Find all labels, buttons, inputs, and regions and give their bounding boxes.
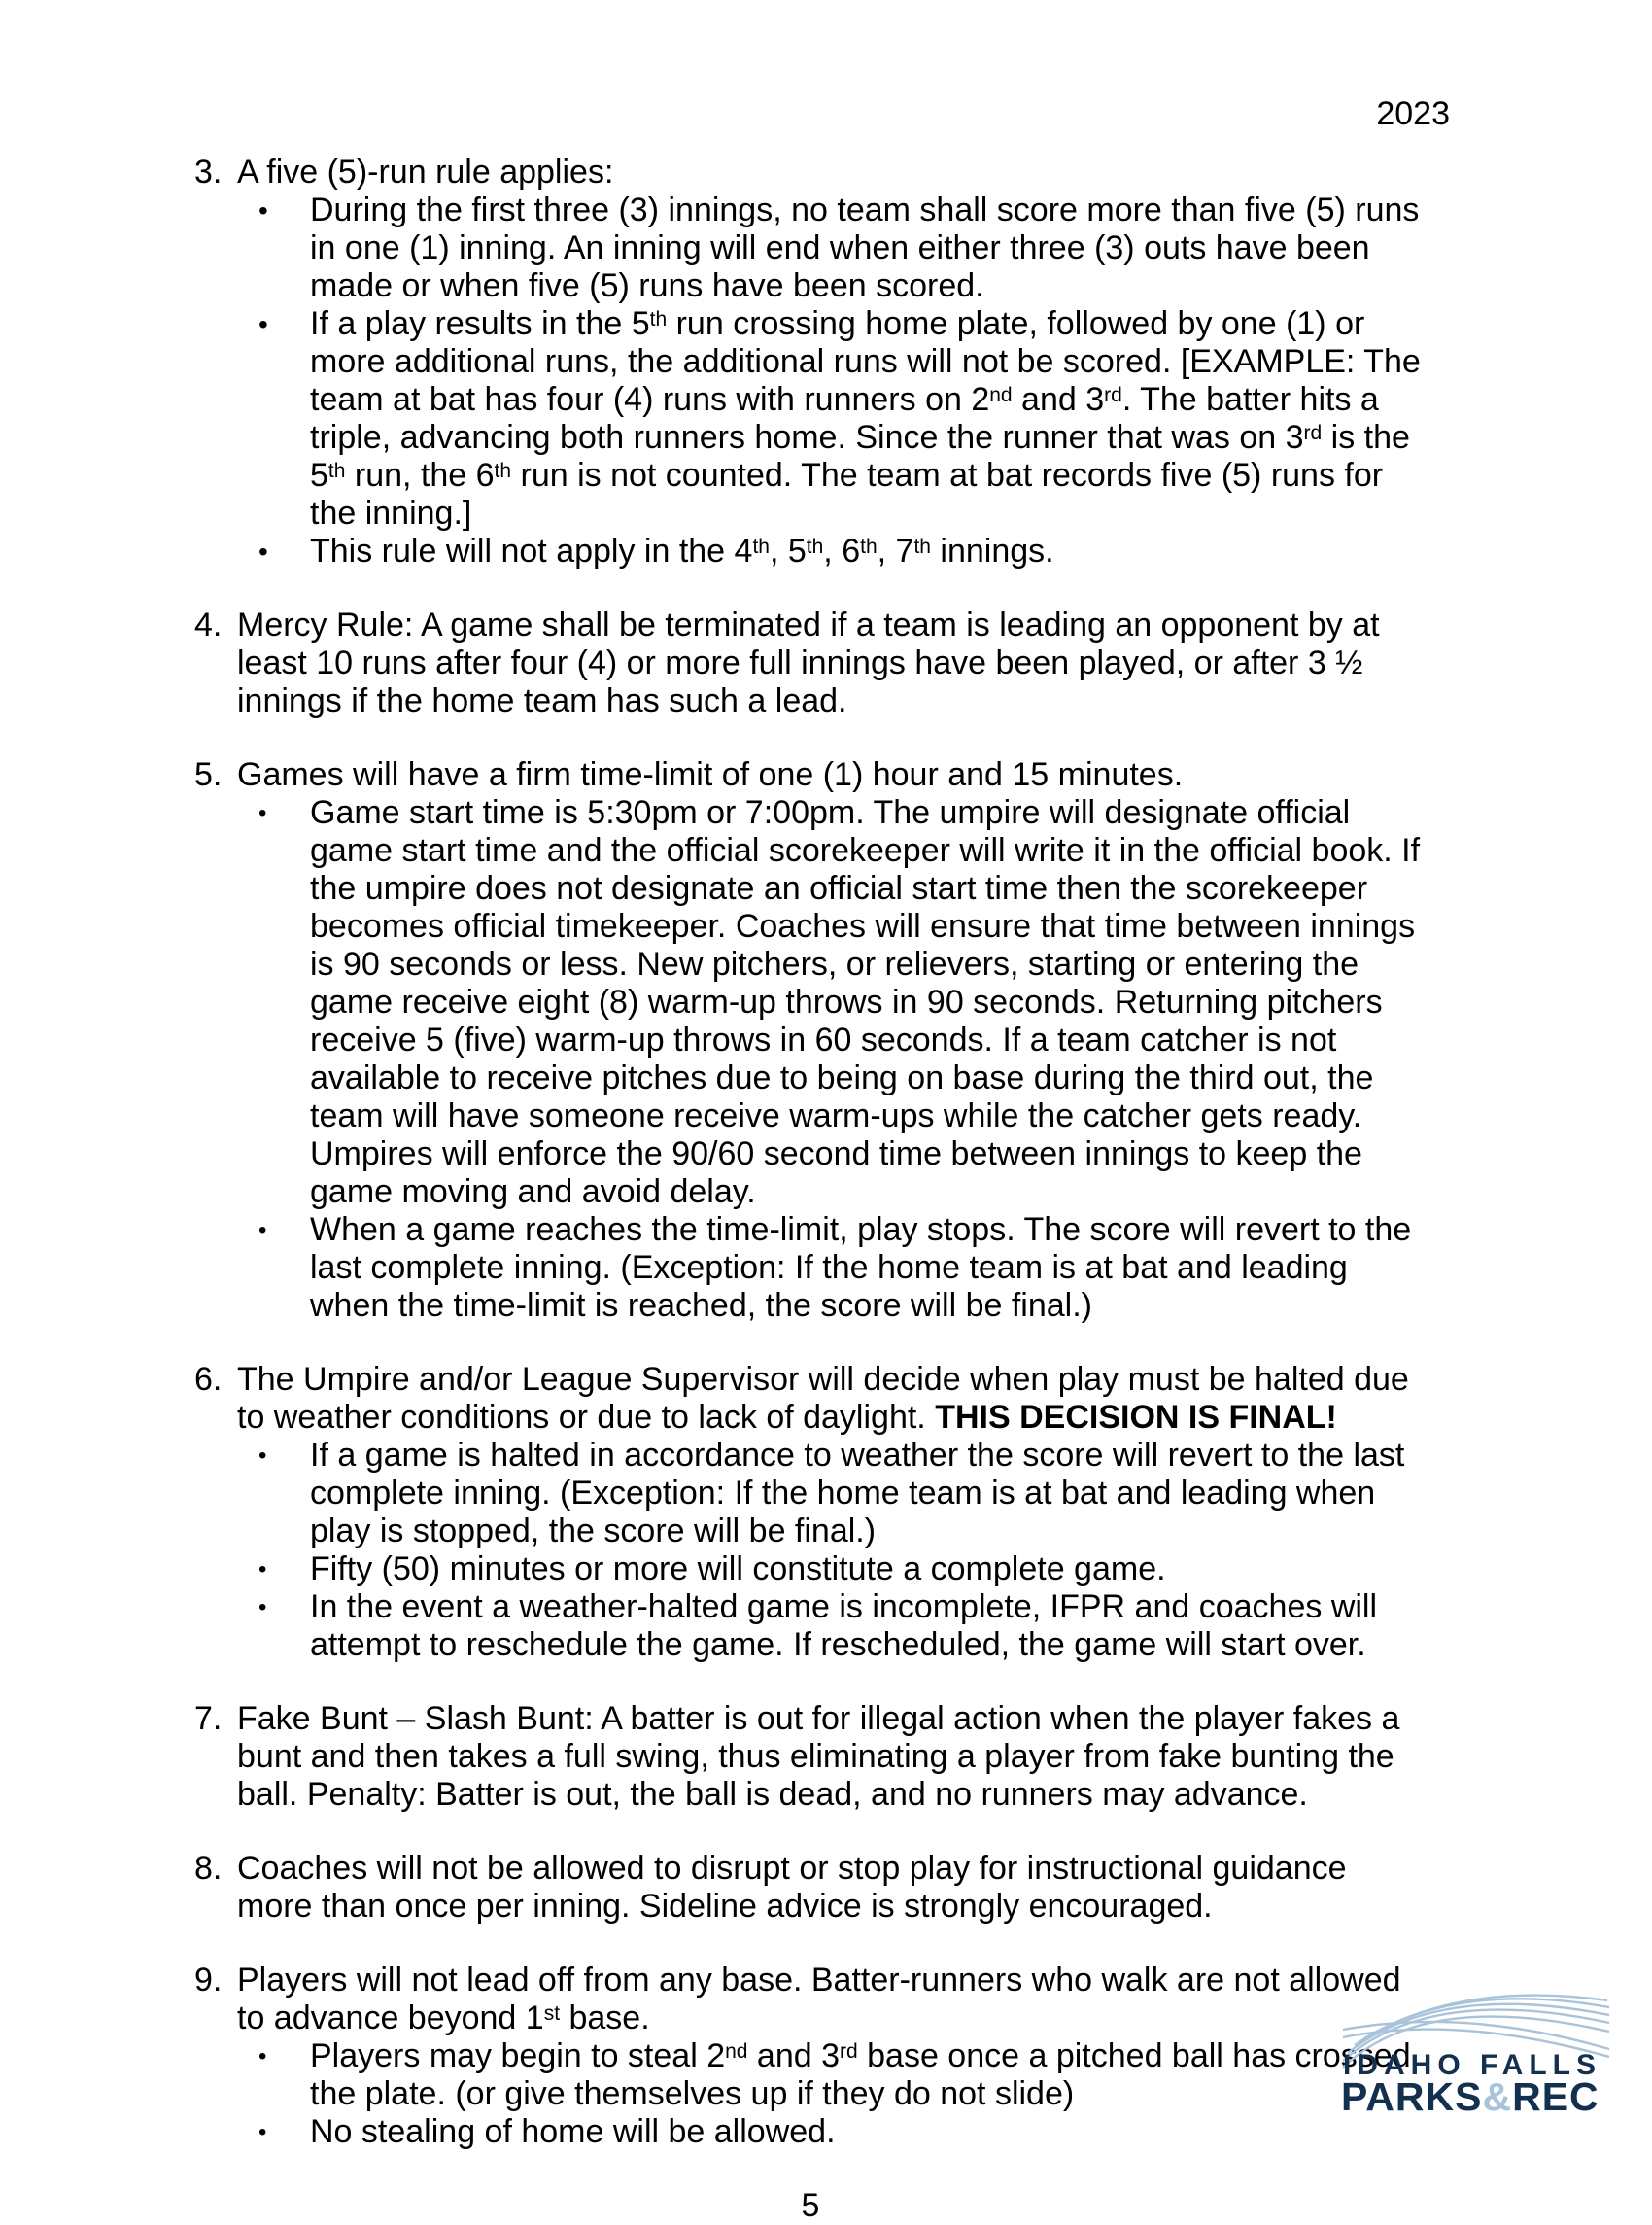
rule-number: 3.: [194, 154, 223, 191]
logo-amp: &: [1482, 2074, 1513, 2119]
bullet-icon: •: [258, 309, 268, 339]
bullet-icon: •: [258, 800, 267, 826]
bullet-icon: •: [258, 1217, 267, 1243]
bullet-item: [237, 1588, 1427, 1664]
rules-list: [194, 154, 1427, 2225]
rule-text: Coaches will not be allowed to disrupt or stop play for instructional guidance more than once per inning. Sideline advice is strongly encouraged.: [237, 1850, 1347, 1925]
bullet-text: No stealing of home will be allowed.: [310, 2113, 836, 2150]
rule-number: 8.: [194, 1850, 223, 1887]
bullet-text: Players may begin to steal 2nd and 3rd base once a pitched ball has crossed the plate. (or give themselves up if they do not slide): [310, 2037, 1411, 2112]
rule-number: 9.: [194, 1962, 223, 1999]
rule-item-6: [194, 1361, 1427, 1664]
bullet-icon: •: [258, 2043, 267, 2069]
bullet-text: If a play results in the 5th run crossing home plate, followed by one (1) or more additional runs, the additional runs will not be scored. [EXAMPLE: The team at bat has four (4) runs with runners on 2nd and 3rd. The batter hits a triple, advancing both runners home. Since the runner that was on 3rd is the 5th run, the 6th run is not counted. The team at bat records five (5) runs for the inning.]: [310, 305, 1421, 532]
rule-text: The Umpire and/or League Supervisor will decide when play must be halted due to weather conditions or due to lack of daylight. THIS DECISION IS FINAL!: [237, 1361, 1409, 1436]
rule-item-7: [194, 1700, 1427, 1814]
bullet-icon: •: [258, 537, 268, 567]
bullet-item: [237, 533, 1427, 571]
rule-item-3: [194, 154, 1427, 571]
rule-text: Mercy Rule: A game shall be terminated if a team is leading an opponent by at least 10 runs after four (4) or more full innings have been played, or after 3 ½ innings if the home team has such a lead.: [237, 607, 1380, 719]
rule-item-8: [194, 1850, 1427, 1926]
bullet-icon: •: [258, 2119, 267, 2145]
bullet-text: In the event a weather-halted game is incomplete, IFPR and coaches will attempt to reschedule the game. If rescheduled, the game will start over.: [310, 1588, 1378, 1663]
rule-number: 4.: [194, 607, 223, 643]
bullet-icon: •: [258, 195, 268, 226]
bullet-item: [237, 305, 1427, 533]
bullet-text: This rule will not apply in the 4th, 5th, 6th, 7th innings.: [310, 533, 1054, 570]
year-label: 2023: [1376, 95, 1450, 132]
rule-item-4: [194, 607, 1427, 720]
bullet-item: [237, 2037, 1427, 2113]
rule-text: Players will not lead off from any base. Batter-runners who walk are not allowed to advance beyond 1st base.: [237, 1962, 1401, 2036]
parks-rec-logo: [1341, 1973, 1611, 2117]
logo-parks: PARKS: [1341, 2074, 1483, 2119]
rule-text: A five (5)-run rule applies:: [237, 154, 614, 191]
bullet-icon: •: [258, 1443, 267, 1469]
logo-line1: IDAHO FALLS: [1343, 2049, 1601, 2081]
page-number: 5: [801, 2187, 820, 2224]
bullet-item: [237, 1211, 1427, 1325]
bullet-text: If a game is halted in accordance to weather the score will revert to the last complete inning. (Exception: If the home team is at bat and leading when play is stopped, the score will be final.): [310, 1437, 1405, 1549]
logo-rec: REC: [1512, 2074, 1600, 2119]
bullet-text: When a game reaches the time-limit, play stops. The score will revert to the last complete inning. (Exception: If the home team is at bat and leading when the time-limit is reached, the score will be final.): [310, 1211, 1412, 1324]
bullet-icon: •: [258, 1594, 267, 1620]
bullet-item: [237, 191, 1427, 305]
bullet-text: Game start time is 5:30pm or 7:00pm. The umpire will designate official game start time and the official scorekeeper will write it in the official book. If the umpire does not designate an official start time then the scorekeeper becomes official timekeeper. Coaches will ensure that time between innings is 90 seconds or less. New pitchers, or relievers, starting or entering the game receive eight (8) warm-up throws in 90 seconds. Returning pitchers receive 5 (five) warm-up throws in 60 seconds. If a team catcher is not available to receive pitches due to being on base during the third out, the team will have someone receive warm-ups while the catcher gets ready. Umpires will enforce the 90/60 second time between innings to keep the game moving and avoid delay.: [310, 794, 1421, 1210]
bullet-icon: •: [258, 1556, 267, 1582]
bullet-item: [237, 794, 1427, 1211]
rule-number: 6.: [194, 1361, 223, 1398]
bullet-item: [237, 1550, 1427, 1588]
rule-item-9: [194, 1962, 1427, 2151]
rule-number: 7.: [194, 1700, 223, 1737]
bullet-item: [237, 1437, 1427, 1550]
svg-text:PARKS&REC: [1341, 2074, 1600, 2119]
rule-text: Fake Bunt – Slash Bunt: A batter is out for illegal action when the player fakes a bunt and then takes a full swing, thus eliminating a player from fake bunting the ball. Penalty: Batter is out, the ball is dead, and no runners may advance.: [237, 1700, 1400, 1813]
bullet-text: During the first three (3) innings, no team shall score more than five (5) runs in one (1) inning. An inning will end when either three (3) outs have been made or when five (5) runs have been scored.: [310, 191, 1420, 304]
rule-item-5: [194, 756, 1427, 1325]
rule-text: Games will have a firm time-limit of one (1) hour and 15 minutes.: [237, 756, 1184, 793]
bullet-item: [237, 2113, 1427, 2151]
rule-number: 5.: [194, 756, 223, 793]
bullet-text: Fifty (50) minutes or more will constitute a complete game.: [310, 1550, 1166, 1587]
